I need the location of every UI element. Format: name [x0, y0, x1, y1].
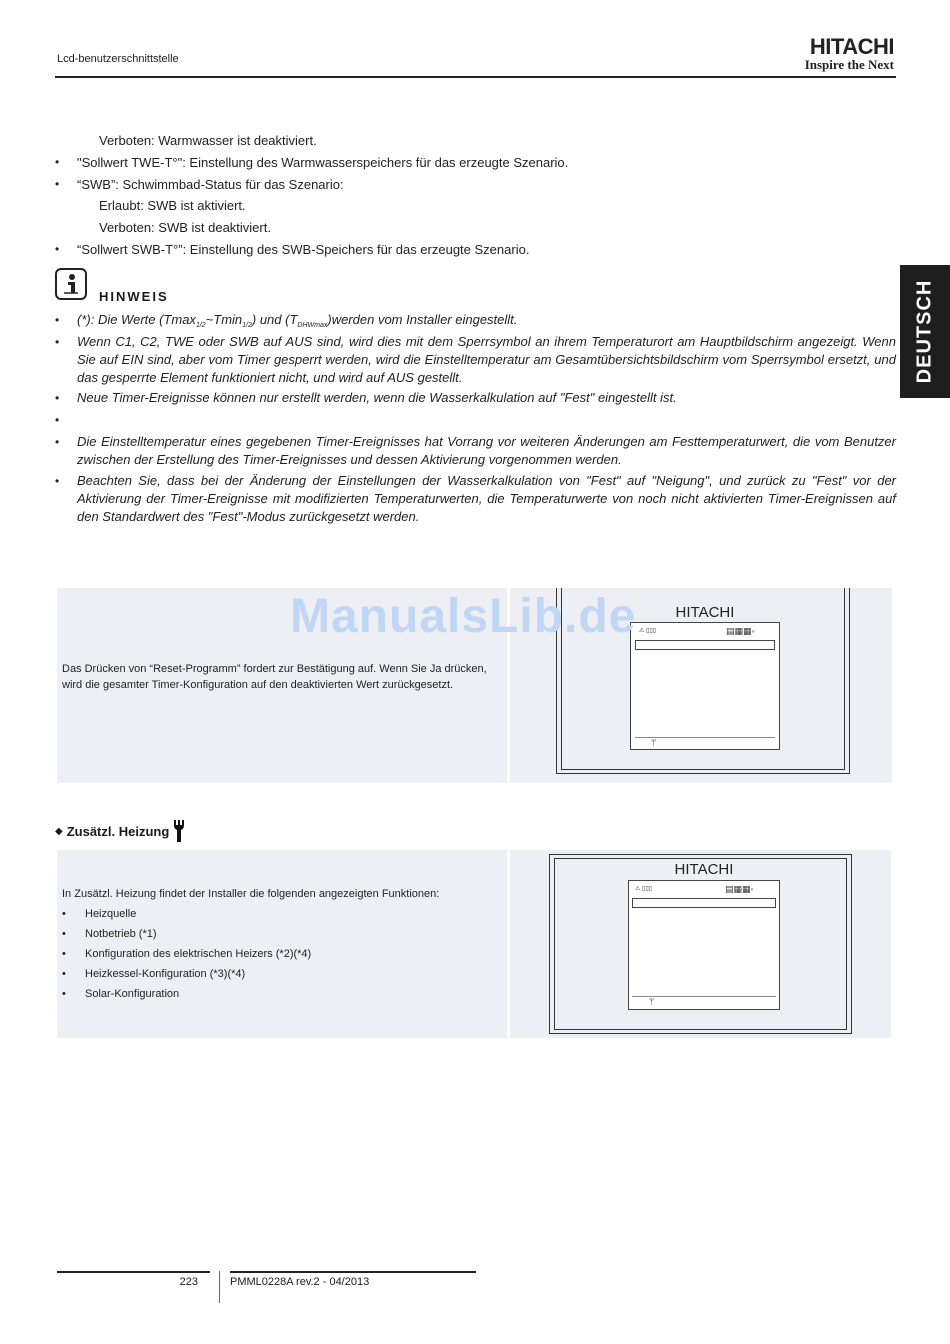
- antenna-icon: ᛘ: [649, 997, 655, 1007]
- note-item-tmax: (*): Die Werte (Tmax$_{1/2}$~Tmin$_{1/2}$) und $(T_{DHWmax})werden$ vom Installer eingestellt.: [77, 312, 518, 329]
- bullet-dot: •: [62, 908, 66, 920]
- bullet-dot: •: [55, 242, 60, 256]
- bullet-dot: •: [62, 968, 66, 980]
- line-verboten-ww: Verboten: Warmwasser ist deaktiviert.: [99, 133, 317, 148]
- info-person-icon: [55, 268, 87, 300]
- diamond-bullet-icon: ◆: [55, 825, 63, 837]
- device1-right-edge: [849, 588, 850, 774]
- footer-separator: [219, 1271, 220, 1303]
- panel2-item-heizquelle: Heizquelle: [85, 908, 137, 920]
- antenna-icon: ᛘ: [651, 738, 657, 748]
- warning-triangle-icon: ⚠ ▯▯▯: [639, 628, 656, 634]
- panel2-intro: In Zusätzl. Heizung findet der Installer die folgenden angezeigten Funktionen:: [62, 888, 440, 900]
- footer-rule-right: [230, 1271, 476, 1273]
- note-item-lock-symbol: Wenn C1, C2, TWE oder SWB auf AUS sind, wird dies mit dem Sperrsymbol an ihrem Temperaturort am Hauptbildschirm angezeigt. Wenn Sie auf EIN sind, aber vom Timer gesperrt werden, wird die Einstelltemperatur am Gesamtübersichtsbildschirm vom Sperrsymbol ersetzt, und das gesperrte Element funktioniert nicht, und wird auf AUS gestellt.: [77, 334, 896, 385]
- logo-brand: HITACHI: [809, 34, 894, 59]
- status-icons: ▤▦▦◦: [725, 884, 754, 894]
- device1-brand: HITACHI: [675, 604, 735, 621]
- panel2-item-notbetrieb: Notbetrieb (*1): [85, 928, 157, 940]
- note-item-fixed-calc: Neue Timer-Ereignisse können nur erstellt werden, wenn die Wasserkalkulation auf "Fest" eingestellt ist.: [77, 390, 677, 405]
- bullet-dot: •: [55, 413, 60, 427]
- bullet-dot: •: [55, 313, 60, 327]
- bullet-dot: •: [55, 155, 60, 169]
- bullet-dot: •: [55, 435, 60, 449]
- line-erlaubt-swb: Erlaubt: SWB ist aktiviert.: [99, 198, 246, 213]
- device2-screen: [628, 880, 780, 1010]
- bullet-dot: •: [62, 928, 66, 940]
- bullet-dot: •: [62, 948, 66, 960]
- device1-selection-bar: [635, 640, 775, 650]
- side-tab-label: DEUTSCH: [913, 279, 936, 384]
- language-side-tab: [900, 265, 950, 398]
- footer-rule-left: [57, 1271, 210, 1273]
- panel2-text-area: [57, 850, 507, 1038]
- bullet-dot: •: [55, 474, 60, 488]
- device1-bottom-edge: [556, 773, 850, 774]
- device1-inner-right: [844, 588, 845, 770]
- device1-screen: [630, 622, 780, 750]
- bullet-dot: •: [55, 391, 60, 405]
- device1-inner-bottom: [561, 769, 845, 770]
- bullet-swb: “SWB”: Schwimmbad-Status für das Szenario:: [77, 177, 344, 192]
- section-heading-label: Zusätzl. Heizung: [66, 823, 170, 839]
- panel1-text: Das Drücken von “Reset-Programm” fordert zur Bestätigung auf. Wenn Sie Ja drücken, wird die gesamter Timer-Konfiguration auf den deaktivierten Wert zurückgesetzt.: [62, 663, 487, 691]
- page-number: 223: [179, 1276, 198, 1288]
- section-heading-zusatzl-heizung: [55, 819, 185, 843]
- device2-brand: HITACHI: [674, 861, 734, 878]
- logo-slogan: Inspire the Next: [804, 57, 894, 72]
- note-title: HINWEIS: [99, 289, 169, 304]
- status-icons: ▤▦▦◦: [726, 626, 755, 636]
- bullet-sollwert-twe: "Sollwert TWE-T°": Einstellung des Warmwasserspeichers für das erzeugte Szenario.: [77, 155, 569, 170]
- note-item-reset-values: Beachten Sie, dass bei der Änderung der Einstellungen der Wasserkalkulation von "Fest" auf "Neigung", und zurück zu "Fest" vor der Aktivierung der Timer-Ereignisse mit modifizierten Temperaturwerten, die Temperaturwerte von noch nicht aktivierten Timer-Ereignissen auf den Standardwert des "Fest"-Modus zurückgesetzt werden.: [77, 473, 896, 524]
- panel2-item-solar: Solar-Konfiguration: [85, 988, 180, 1000]
- device2-selection-bar: [632, 898, 776, 908]
- wrench-icon: [173, 819, 185, 843]
- bullet-dot: •: [55, 335, 60, 349]
- warning-triangle-icon: ⚠ ▯▯▯: [635, 886, 652, 892]
- header-section-title: Lcd-benutzerschnittstelle: [57, 53, 179, 65]
- bullet-sollwert-swb: “Sollwert SWB-T°”: Einstellung des SWB-Speichers für das erzeugte Szenario.: [77, 242, 530, 257]
- panel2-item-elektr-heizer: Konfiguration des elektrischen Heizers (*2)(*4): [85, 948, 312, 960]
- bullet-dot: •: [55, 177, 60, 191]
- header-rule: [55, 76, 896, 78]
- watermark: ManualsLib.de: [290, 590, 637, 643]
- hitachi-logo: [778, 36, 894, 72]
- document-reference: PMML0228A rev.2 - 04/2013: [230, 1276, 370, 1288]
- note-item-priority: Die Einstelltemperatur eines gegebenen Timer-Ereignisses hat Vorrang vor weiteren Änderungen am Festtemperaturwert, die vom Benutzer zwischen der Erstellung des Timer-Ereignisses und dessen Aktivierung vorgenommen werden.: [77, 434, 896, 467]
- line-verboten-swb: Verboten: SWB ist deaktiviert.: [99, 220, 271, 235]
- bullet-dot: •: [62, 988, 66, 1000]
- panel2-item-heizkessel: Heizkessel-Konfiguration (*3)(*4): [85, 968, 246, 980]
